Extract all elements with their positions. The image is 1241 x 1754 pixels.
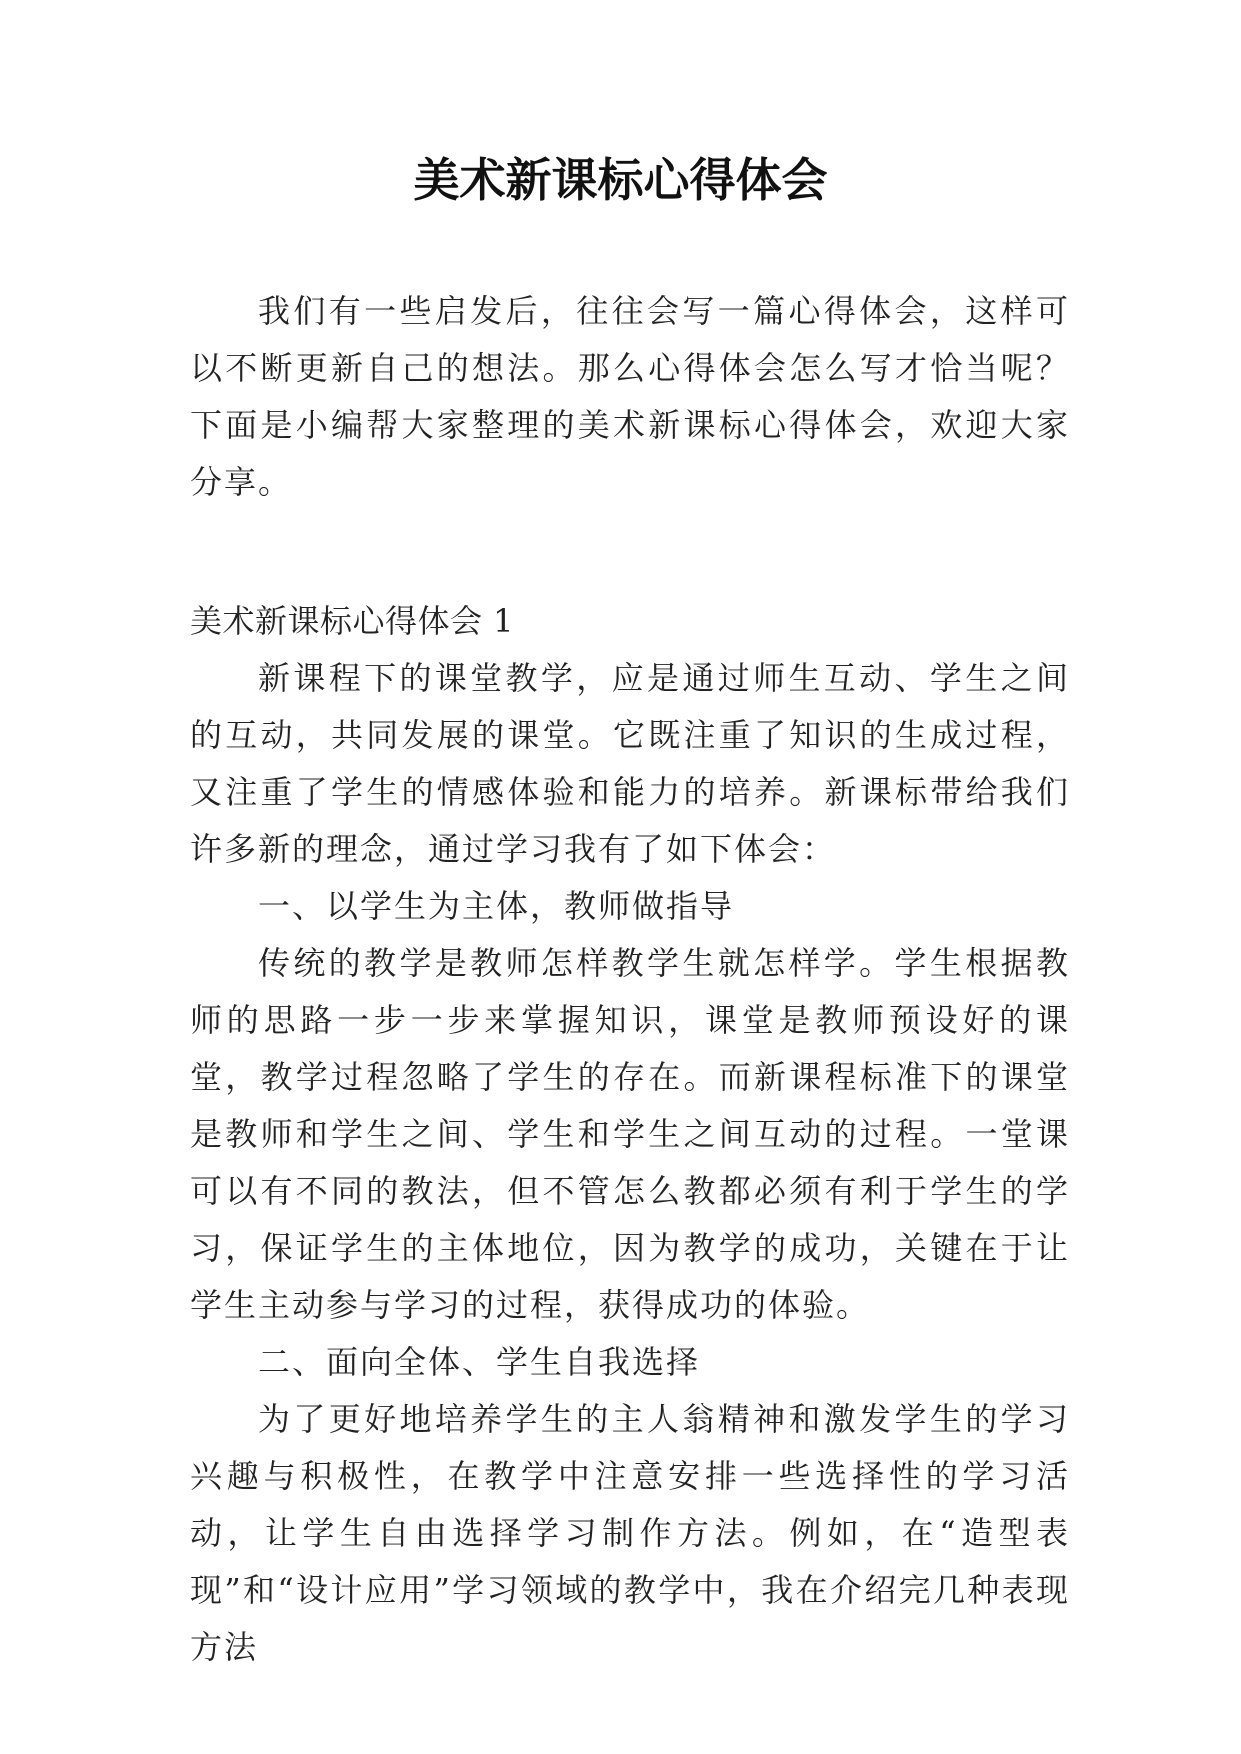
section-heading: 美术新课标心得体会 1 — [190, 602, 515, 640]
document-title: 美术新课标心得体会 — [413, 153, 828, 207]
subheading-2: 二、面向全体、学生自我选择 — [258, 1343, 701, 1381]
body-paragraph: 新课程下的课堂教学，应是通过师生互动、学生之间的互动，共同发展的课堂。它既注重了知识的生成过程，又注重了学生的情感体验和能力的培养。新课标带给我们许多新的理念，通过学习我有了如下体会： — [190, 659, 1070, 868]
document-body — [190, 283, 1070, 1676]
body-paragraph: 传统的教学是教师怎样教学生就怎样学。学生根据教师的思路一步一步来掌握知识，课堂是教师预设好的课堂，教学过程忽略了学生的存在。而新课程标准下的课堂是教师和学生之间、学生和学生之间互动的过程。一堂课可以有不同的教法，但不管怎么教都必须有利于学生的学习，保证学生的主体地位，因为教学的成功，关键在于让学生主动参与学习的过程，获得成功的体验。 — [190, 944, 1070, 1324]
subheading-1: 一、以学生为主体，教师做指导 — [258, 887, 735, 925]
body-paragraph: 为了更好地培养学生的主人翁精神和激发学生的学习兴趣与积极性，在教学中注意安排一些选择性的学习活动，让学生自由选择学习制作方法。例如，在“造型表现”和“设计应用”学习领域的教学中，我在介绍完几种表现方法 — [190, 1400, 1070, 1666]
intro-paragraph: 我们有一些启发后，往往会写一篇心得体会，这样可以不断更新自己的想法。那么心得体会怎么写才恰当呢？下面是小编帮大家整理的美术新课标心得体会，欢迎大家分享。 — [190, 292, 1070, 501]
